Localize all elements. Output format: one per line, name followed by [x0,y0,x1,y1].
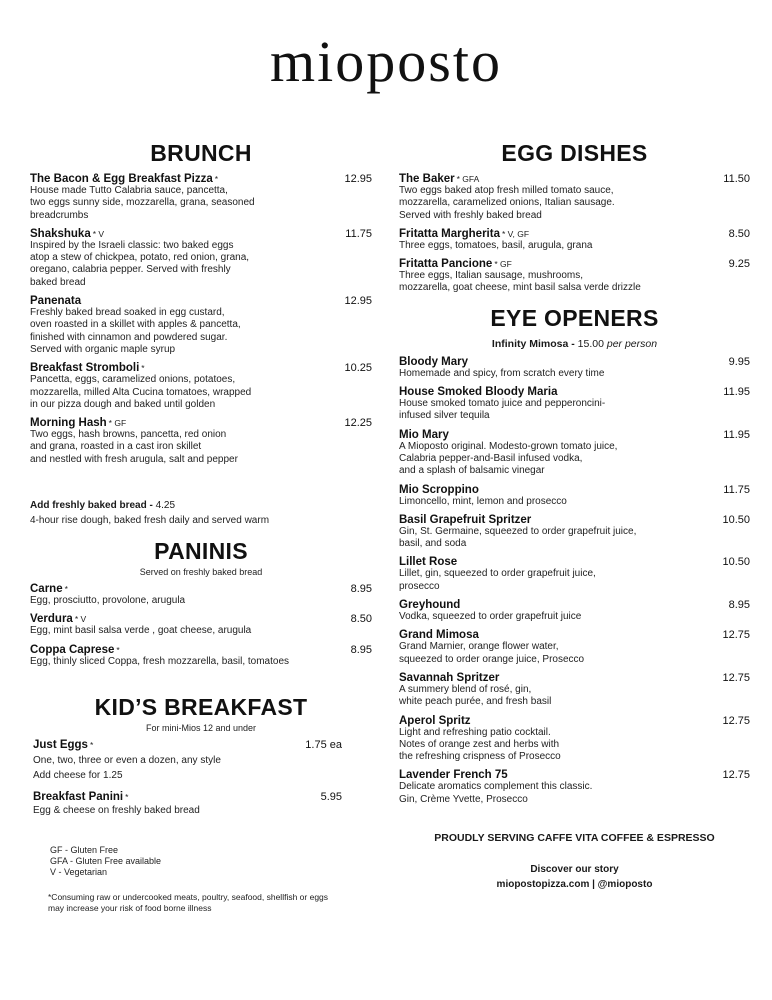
item-tag: * V [92,228,105,239]
item-description: Two eggs baked atop fresh milled tomato sauce, mozzarella, caramelized onions, Italian sausage. Served with freshly baked bread [399,185,615,221]
item-description: Delicate aromatics complement this classic. Gin, Crème Yvette, Prosecco [399,781,593,805]
item-price: 10.50 [722,513,750,526]
item-description: Egg, mint basil salsa verde , goat cheese, arugula [30,625,252,637]
menu-item [30,362,372,411]
menu-item [30,583,372,607]
menu-item [399,484,750,508]
brand-logo: mioposto [270,29,502,94]
item-price: 11.50 [723,173,750,185]
item-description: Two eggs, hash browns, pancetta, red onion and grana, roasted in a cast iron skillet and nestled with fresh arugula, salt and pepper [30,429,238,465]
legend-item: GF - Gluten Free [50,845,119,856]
item-name: Bloody Mary [399,355,469,368]
egg-dishes-list [399,173,750,295]
menu-item [399,429,750,478]
item-name: Savannah Spritzer [399,671,500,684]
story-line: Discover our story [530,864,619,876]
addon-label: Add freshly baked bread - 4.25 [30,500,176,512]
item-tag: * [214,174,219,184]
item-name: House Smoked Bloody Maria [399,386,558,399]
item-price: 11.75 [345,227,372,240]
item-name: Aperol Spritz [399,714,471,727]
legend-item: GFA - Gluten Free available [50,856,162,867]
dietary-legend [30,845,372,878]
item-name: Shakshuka * V [30,227,105,240]
menu-item [399,715,750,764]
menu-item [399,258,750,295]
item-name: Mio Scroppino [399,483,479,496]
item-price: 9.95 [728,355,750,368]
menu-item [399,228,750,252]
item-name: Carne * [30,583,68,596]
item-price: 12.95 [344,173,372,185]
item-name: Greyhound [399,599,461,612]
item-name: Basil Grapefruit Spritzer [399,513,532,526]
item-price: 12.25 [344,417,372,430]
addon-price: 4.25 [155,500,176,512]
item-price: 8.50 [350,613,372,626]
item-name: Breakfast Stromboli * [30,362,145,375]
item-description: Homemade and spicy, from scratch every time [399,367,605,379]
kids-list [30,739,372,817]
item-price: 5.95 [320,790,342,803]
health-disclaimer: *Consuming raw or undercooked meats, poultry, seafood, shellfish or eggs may increase your risk of food borne illness [48,892,329,914]
menu-item [30,295,372,356]
menu-item [30,417,372,466]
item-description: Freshly baked bread soaked in egg custard, oven roasted in a skillet with apples & pancetta, finished with cinnamon and powdered sugar. Served with organic maple syrup [30,307,241,355]
item-description: Gin, St. Germaine, squeezed to order grapefruit juice, basil, and soda [399,525,637,550]
item-tag: * [89,739,94,750]
item-price: 9.25 [728,258,750,271]
menu-item [399,672,750,709]
item-name: The Bacon & Egg Breakfast Pizza * [30,173,219,185]
item-price: 8.95 [350,583,372,596]
item-price: 8.95 [350,643,372,656]
menu-item [30,228,372,289]
egg-dishes-title: EGG DISHES [501,140,648,166]
item-tag: * GFA [456,174,480,184]
legend-item: V - Vegetarian [50,867,108,878]
menu-item [399,769,750,806]
coffee-banner: PROUDLY SERVING CAFFE VITA COFFEE & ESPRESSO [434,832,715,845]
item-tag: * [116,644,120,655]
item-description: Egg & cheese on freshly baked bread [33,804,200,816]
item-description: A Mioposto original. Modesto-grown tomato juice, Calabria pepper-and-Basil infused vodka, and a splash of balsamic vinegar [399,440,618,477]
item-price: 11.95 [723,386,750,399]
item-description: One, two, three or even a dozen, any style Add cheese for 1.25 [33,754,221,781]
bread-addon [30,500,372,526]
item-name: Just Eggs * [33,738,94,751]
eye-openers-title: EYE OPENERS [490,304,659,331]
left-column [30,140,372,914]
item-tag: * GF [494,259,512,270]
mimosa-price: 15.00 [577,337,604,350]
item-name: Fritatta Margherita * V, GF [399,227,530,240]
item-description: Limoncello, mint, lemon and prosecco [399,495,567,507]
menu-item [33,791,342,817]
item-description: A summery blend of rosé, gin, white peach purée, and fresh basil [399,683,552,708]
item-description: Pancetta, eggs, caramelized onions, potatoes, mozzarella, milled Alta Cucina tomatoes, wrapped in our pizza dough and baked until golden [30,374,252,410]
item-name: The Baker * GFA [399,173,480,185]
item-description: Vodka, squeezed to order grapefruit juice [399,611,582,623]
item-price: 1.75 ea [305,738,342,751]
item-price: 12.75 [722,671,750,684]
item-name: Panenata [30,295,82,308]
item-name: Lillet Rose [399,556,458,569]
menu-item [399,599,750,623]
paninis-title: PANINIS [154,538,248,565]
menu-item [399,356,750,380]
right-column [399,140,750,892]
addon-description: 4-hour rise dough, baked fresh daily and served warm [30,515,270,527]
menu-item [30,173,372,222]
menu-item [399,629,750,666]
item-name: Lavender French 75 [399,769,508,782]
menu-item [30,644,372,668]
item-name: Coppa Caprese * [30,643,120,656]
item-description: Inspired by the Israeli classic: two baked eggs atop a stew of chickpea, potato, red onion, grana, oregano, calabria pepper. Served with freshly baked bread [30,239,250,288]
paninis-subtitle: Served on freshly baked bread [139,567,263,578]
item-price: 11.75 [723,483,750,496]
kids-title: KID’S BREAKFAST [94,693,308,720]
item-price: 12.95 [344,295,372,308]
item-name: Grand Mimosa [399,629,479,642]
item-price: 11.95 [723,428,750,441]
menu-item [399,386,750,423]
item-price: 12.75 [722,714,750,727]
item-name: Breakfast Panini * [33,790,129,803]
item-tag: * [64,584,68,595]
item-description: Light and refreshing patio cocktail. Notes of orange zest and herbs with the refreshing crispness of Prosecco [399,726,561,763]
item-name: Morning Hash * GF [30,417,127,430]
item-description: Three eggs, Italian sausage, mushrooms, mozzarella, goat cheese, mint basil salsa verde drizzle [399,270,641,294]
item-name: Fritatta Pancione * GF [399,258,512,271]
item-description: Three eggs, tomatoes, basil, arugula, grana [399,239,593,251]
eye-openers-list [399,356,750,806]
brunch-title: BRUNCH [150,140,252,166]
item-price: 8.95 [728,599,750,612]
item-price: 8.50 [728,227,750,240]
item-description: Egg, prosciutto, provolone, arugula [30,595,186,607]
infinity-mimosa: Infinity Mimosa - 15.00 per person [491,337,658,350]
mimosa-per: per person [606,337,658,350]
menu-item [33,739,342,783]
item-price: 12.75 [722,629,750,642]
menu-item [399,514,750,551]
item-description: House smoked tomato juice and pepperoncini- infused silver tequila [399,398,606,422]
item-tag: * V [74,614,87,625]
item-price: 12.75 [722,769,750,782]
item-description: Egg, thinly sliced Coppa, fresh mozzarella, basil, tomatoes [30,655,290,667]
menu-item [399,173,750,222]
brunch-list [30,173,372,466]
item-tag: * V, GF [501,228,530,239]
kids-subtitle: For mini-Mios 12 and under [145,722,257,733]
website-link[interactable]: miopostopizza.com | @mioposto [496,879,653,891]
item-tag: * [125,791,129,802]
item-description: Lillet, gin, squeezed to order grapefruit juice, prosecco [399,568,596,592]
item-description: Grand Marnier, orange flower water, squeezed to order orange juice, Prosecco [399,641,585,665]
item-price: 10.25 [344,362,372,375]
item-name: Mio Mary [399,428,449,441]
item-name: Verdura * V [30,613,87,626]
menu-item [30,613,372,637]
paninis-list [30,583,372,668]
item-tag: * [141,363,145,374]
item-price: 10.50 [722,556,750,569]
story-block [399,862,750,892]
item-description: House made Tutto Calabria sauce, pancetta, two eggs sunny side, mozzarella, grana, seasoned breadcrumbs [30,185,255,221]
menu-item [399,556,750,593]
item-tag: * GF [108,418,127,429]
